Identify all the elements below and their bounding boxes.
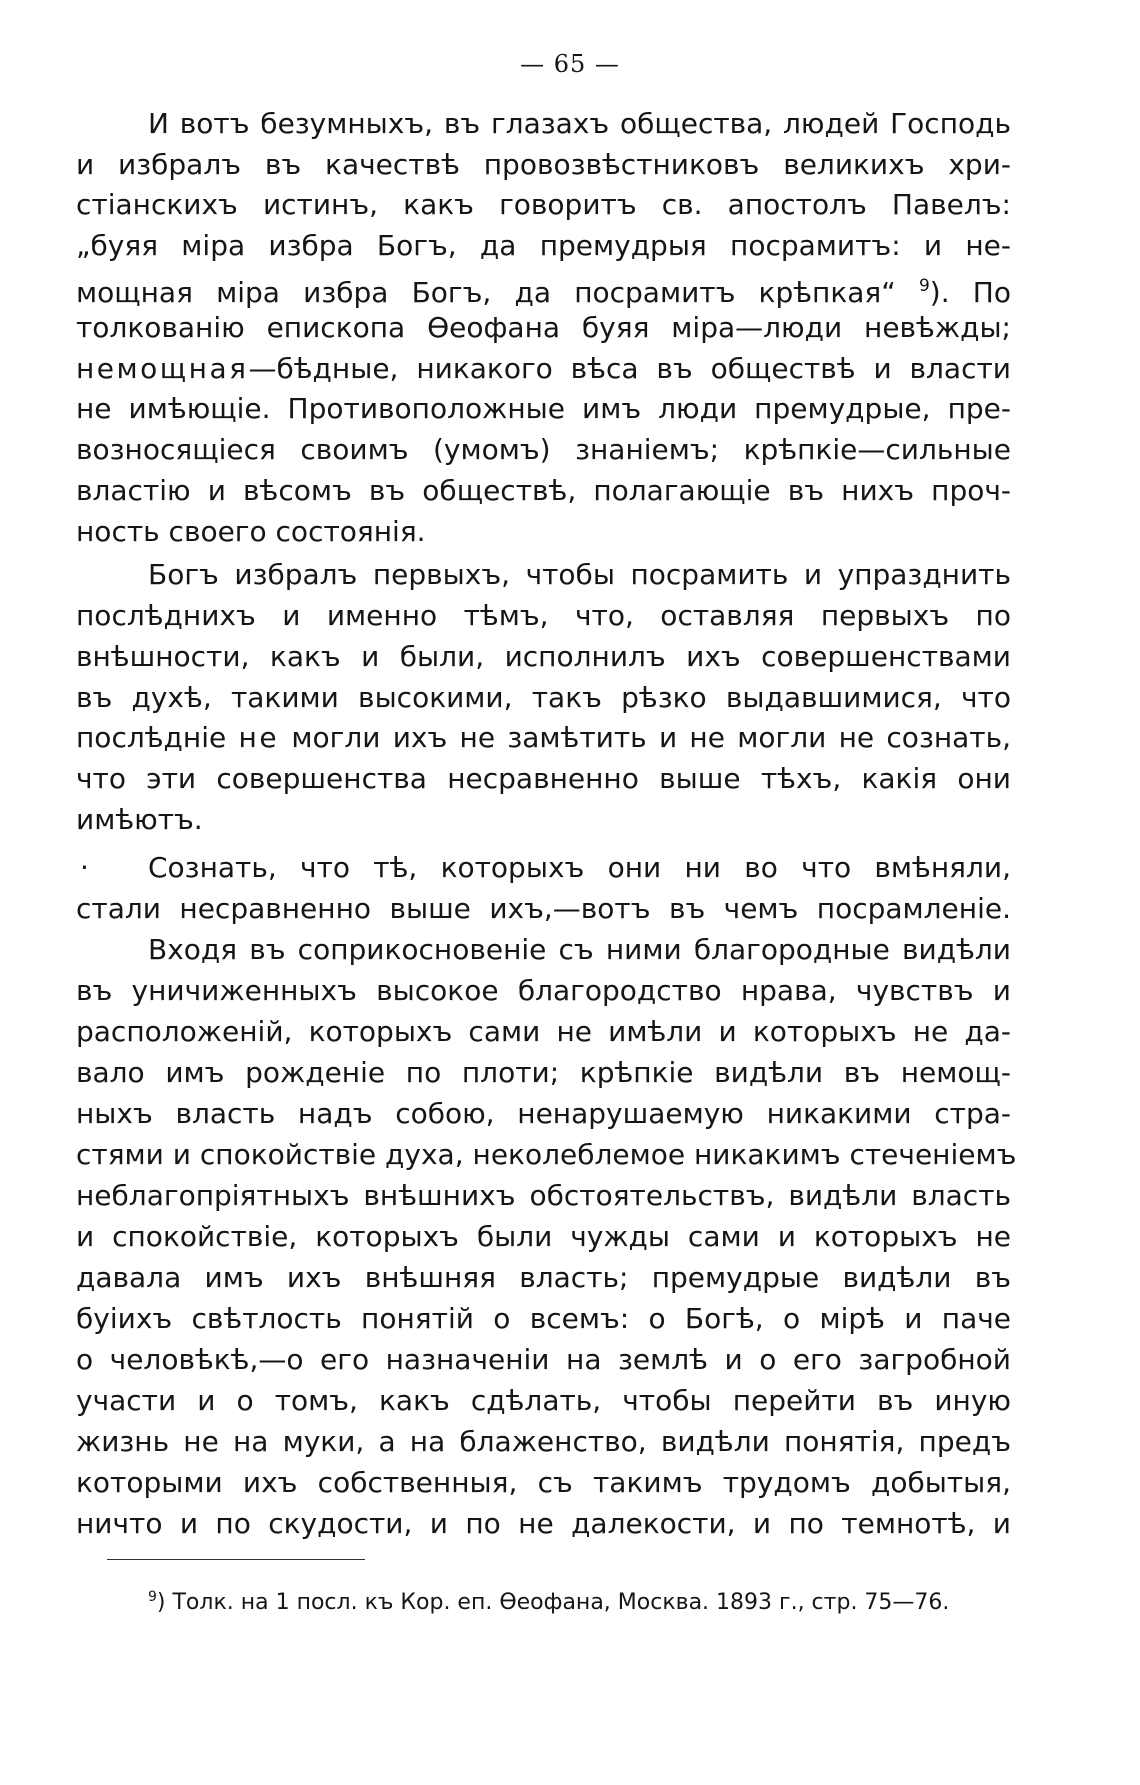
text-line: о человѣкѣ,—о его назначеніи на землѣ и о его загробной — [76, 1343, 1011, 1376]
text-segment: мощная міра избра Богъ, да посрамитъ крѣпкая“ — [76, 276, 896, 309]
text-segment: —бѣдные, никакого вѣса въ обществѣ и власти — [248, 352, 1011, 385]
text-segment: могли ихъ не замѣтить и не могли не сознать, — [291, 721, 1012, 754]
text-line: вало имъ рожденіе по плоти; крѣпкіе видѣли въ немощ- — [76, 1056, 1011, 1089]
text-line: властію и вѣсомъ въ обществѣ, полагающіе въ нихъ проч- — [76, 474, 1011, 507]
stray-dot-mark: · — [80, 851, 89, 884]
text-line: въ духѣ, такими высокими, такъ рѣзко выдавшимися, что — [76, 681, 1011, 714]
text-line: неблагопріятныхъ внѣшнихъ обстоятельствъ, видѣли власть — [76, 1179, 1011, 1212]
text-line: послѣднихъ и именно тѣмъ, что, оставляя первыхъ по — [76, 599, 1011, 632]
text-line — [76, 266, 1011, 307]
text-line: внѣшности, какъ и были, исполнилъ ихъ совершенствами — [76, 640, 1011, 673]
text-line: „буяя міра избра Богъ, да премудрыя посрамитъ: и не- — [76, 229, 1011, 262]
text-line: толкованію епископа Ѳеофана буяя міра—люди невѣжды; — [76, 311, 1011, 344]
text-line: И вотъ безумныхъ, въ глазахъ общества, людей Господь — [148, 107, 1011, 140]
text-line: жизнь не на муки, а на блаженство, видѣли понятія, предъ — [76, 1425, 1011, 1458]
text-segment: ). По — [929, 276, 1011, 309]
text-segment: послѣдніе — [76, 721, 227, 754]
text-line: ныхъ власть надъ собою, ненарушаемую никакими стра- — [76, 1097, 1011, 1130]
text-line: Сознать, что тѣ, которыхъ они ни во что вмѣняли, — [148, 851, 1011, 884]
text-line: ность своего состоянія. — [76, 515, 426, 548]
emphasized-word: немощная — [76, 352, 249, 385]
text-line: и спокойствіе, которыхъ были чужды сами и которыхъ не — [76, 1220, 1011, 1253]
text-line: расположеній, которыхъ сами не имѣли и которыхъ не да- — [76, 1015, 1011, 1048]
footnote-mark: 9 — [148, 1589, 157, 1605]
text-line — [76, 348, 1011, 389]
text-line: стали несравненно выше ихъ,—вотъ въ чемъ посрамленіе. — [76, 892, 1011, 925]
text-line: давала имъ ихъ внѣшняя власть; премудрые видѣли въ — [76, 1261, 1011, 1294]
footnote-text: ) Толк. на 1 посл. къ Кор. еп. Ѳеофана, Москва. 1893 г., стр. 75—76. — [156, 1590, 950, 1615]
footnote-reference: 9 — [918, 276, 930, 296]
footnote-divider — [107, 1559, 365, 1560]
text-line: буіихъ свѣтлость понятій о всемъ: о Богѣ, о мірѣ и паче — [76, 1302, 1011, 1335]
text-line: стями и спокойствіе духа, неколеблемое никакимъ стеченіемъ — [76, 1138, 1017, 1171]
text-line — [76, 717, 1011, 758]
text-line: и избралъ въ качествѣ провозвѣстниковъ великихъ хри- — [76, 148, 1011, 181]
text-line: имѣютъ. — [76, 803, 203, 836]
text-line: стіанскихъ истинъ, какъ говоритъ св. апостолъ Павелъ: — [76, 188, 1011, 221]
text-line: не имѣющіе. Противоположные имъ люди премудрые, пре- — [76, 392, 1011, 425]
footnote — [148, 1582, 949, 1618]
page-number: — 65 — — [520, 50, 620, 78]
text-line: которыми ихъ собственныя, съ такимъ трудомъ добытыя, — [76, 1466, 1011, 1499]
text-line: Входя въ соприкосновеніе съ ними благородные видѣли — [148, 933, 1011, 966]
text-line: въ уничиженныхъ высокое благородство нрава, чувствъ и — [76, 974, 1011, 1007]
text-line: ничто и по скудости, и по не далекости, и по темнотѣ, и — [76, 1507, 1011, 1540]
text-line: что эти совершенства несравненно выше тѣхъ, какія они — [76, 762, 1011, 795]
text-line: Богъ избралъ первыхъ, чтобы посрамить и упразднить — [148, 558, 1011, 591]
text-line: возносящіеся своимъ (умомъ) знаніемъ; крѣпкіе—сильные — [76, 433, 1011, 466]
text-line: участи и о томъ, какъ сдѣлать, чтобы перейти въ иную — [76, 1384, 1011, 1417]
emphasized-word: не — [238, 721, 280, 754]
